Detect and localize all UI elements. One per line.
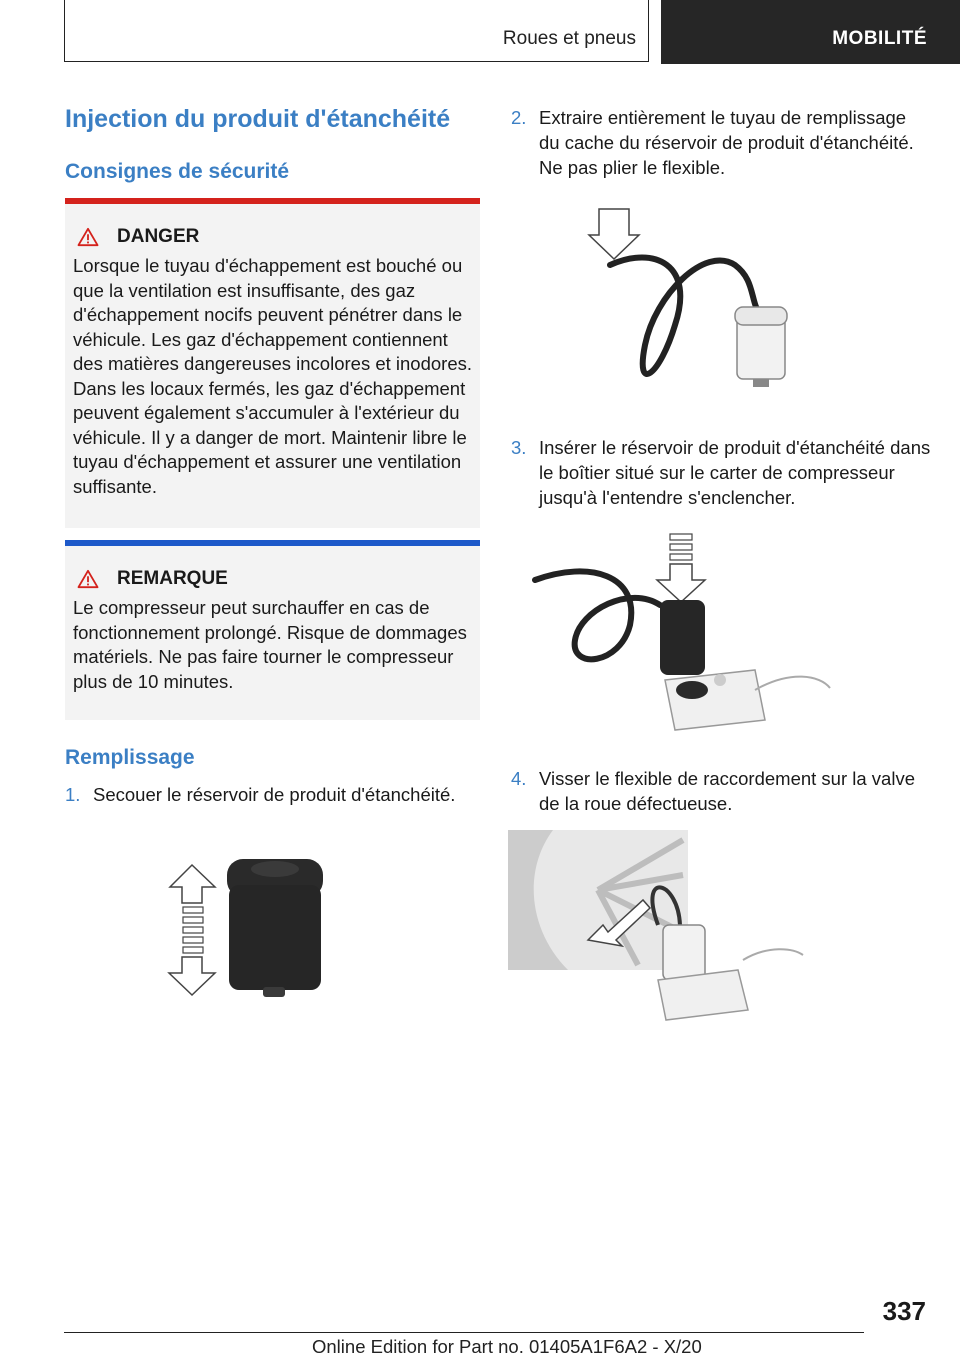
step-2	[511, 105, 931, 180]
step-number: 4.	[511, 768, 527, 789]
warning-triangle-icon	[77, 227, 99, 247]
insert-canister-illustration	[530, 530, 840, 745]
step-4	[511, 766, 931, 816]
step-number: 2.	[511, 107, 527, 128]
safety-heading: Consignes de sécurité	[65, 160, 290, 183]
page-number: 337	[882, 1296, 926, 1326]
notice-box	[65, 540, 480, 720]
danger-text: Lorsque le tuyau d'échappement est bouché ou que la ventilation est insuffisante, des gaz d'échappement nocifs peuvent pénétrer dans le véhicule. Les gaz d'échappement contiennent des matières dangereuses incolores et inodores. Dans les locaux fermés, les gaz d'échappement peuvent également s'accumuler à l'extérieur du véhicule. Il y a danger de mort. Maintenir libre le tuyau d'échappement et assurer une ventilation suffisante.	[73, 255, 473, 497]
shake-canister-illustration	[165, 855, 335, 1005]
step-text: Secouer le réservoir de produit d'étanchéité.	[93, 784, 456, 805]
step-text: Extraire entièrement le tuyau de remplissage du cache du réservoir de produit d'étanchéité. Ne pas plier le flexible.	[539, 107, 914, 178]
danger-label: DANGER	[117, 226, 200, 247]
header-section-title: Roues et pneus	[502, 28, 636, 49]
header-section-box	[64, 0, 649, 62]
notice-text: Le compresseur peut surchauffer en cas de fonctionnement prolongé. Risque de dommages matériels. Ne pas faire tourner le compresseur plus de 10 minutes.	[73, 597, 467, 692]
header-chapter-tab: MOBILITÉ	[661, 0, 960, 64]
step-text: Insérer le réservoir de produit d'étanchéité dans le boîtier situé sur le carter de compresseur jusqu'à l'entendre s'enclencher.	[539, 437, 931, 508]
canister-with-hose-illustration	[585, 205, 810, 400]
wheel-valve-illustration	[508, 830, 808, 1025]
step-number: 3.	[511, 437, 527, 458]
warning-triangle-icon	[77, 569, 99, 589]
danger-box	[65, 198, 480, 528]
step-text: Visser le flexible de raccordement sur la valve de la roue défectueuse.	[539, 768, 915, 814]
step-number: 1.	[65, 784, 81, 805]
edition-note: Online Edition for Part no. 01405A1F6A2 - X/20	[312, 1336, 702, 1357]
footer-divider	[64, 1332, 864, 1333]
notice-header	[73, 568, 472, 590]
page-title: Injection du produit d'étanchéité	[65, 105, 451, 133]
filling-heading: Remplissage	[65, 746, 195, 769]
danger-header	[73, 226, 472, 248]
step-1	[65, 782, 480, 807]
notice-label: REMARQUE	[117, 568, 228, 589]
step-3	[511, 435, 931, 510]
